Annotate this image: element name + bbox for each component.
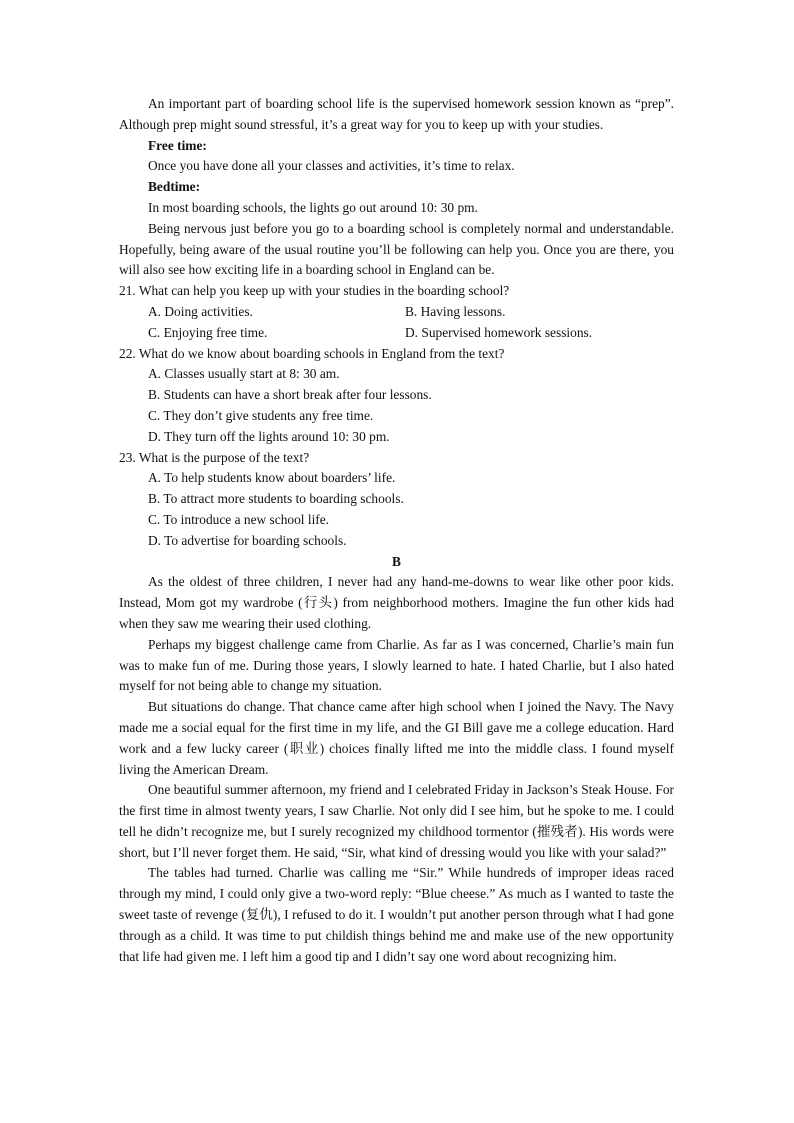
question-22-stem: 22. What do we know about boarding schools in England from the text?: [119, 345, 505, 361]
passage-b-paragraph-1: As the oldest of three children, I never had any hand-me-downs to wear like other poor kids. Instead, Mom got my wardrobe (行头) from neighborhood mothers. Imagine the fun other kids had when they saw me wearing their used clothing.: [119, 574, 674, 631]
question-22-option-c: C. They don’t give students any free time.: [148, 407, 374, 423]
question-23-option-c: C. To introduce a new school life.: [148, 511, 330, 527]
bedtime-text: In most boarding schools, the lights go out around 10: 30 pm.: [148, 199, 478, 215]
question-23-stem: 23. What is the purpose of the text?: [119, 449, 310, 465]
question-23-option-d: D. To advertise for boarding schools.: [148, 532, 347, 548]
question-21-option-b: B. Having lessons.: [405, 303, 506, 319]
question-21-option-c: C. Enjoying free time.: [148, 324, 268, 340]
question-21-stem: 21. What can help you keep up with your studies in the boarding school?: [119, 283, 510, 299]
section-b-label: B: [392, 553, 401, 569]
question-21-options-row-2: [119, 323, 674, 344]
bedtime-heading: Bedtime:: [148, 179, 201, 195]
question-22-option-a: A. Classes usually start at 8: 30 am.: [148, 366, 340, 382]
closing-paragraph: Being nervous just before you go to a boarding school is completely normal and understandable. Hopefully, being aware of the usual routine you’ll be following can help you. Once you are there, you will also see how exciting life in a boarding school in England can be.: [119, 220, 674, 278]
passage-b-paragraph-5: The tables had turned. Charlie was calling me “Sir.” While hundreds of improper ideas raced through my mind, I could only give a two-word reply: “Blue cheese.” As much as I wanted to taste the sweet taste of revenge (复仇), I refused to do it. I wouldn’t put another person through what I had gone through as a child. It was time to put childish things behind me and make use of the new opportunity that life had given me. I left him a good tip and I didn’t say one word about recognizing him.: [119, 865, 674, 964]
question-22-option-b: B. Students can have a short break after four lessons.: [148, 387, 432, 403]
prep-paragraph: An important part of boarding school life is the supervised homework session known as “prep”. Although prep might sound stressful, it’s a great way for you to keep up with your studies.: [119, 96, 674, 132]
free-time-text: Once you have done all your classes and activities, it’s time to relax.: [148, 158, 515, 174]
question-22-option-d: D. They turn off the lights around 10: 30 pm.: [148, 428, 390, 444]
question-21-options-row-1: [119, 302, 674, 323]
question-21-option-d: D. Supervised homework sessions.: [405, 324, 593, 340]
passage-b-paragraph-3: But situations do change. That chance came after high school when I joined the Navy. The Navy made me a social equal for the first time in my life, and the GI Bill gave me a college education. Hard work and a few lucky career (职业) choices finally lifted me into the middle class. I found myself living the American Dream.: [119, 699, 674, 777]
question-23-option-a: A. To help students know about boarders’ life.: [148, 470, 396, 486]
question-21-option-a: A. Doing activities.: [148, 303, 253, 319]
free-time-heading: Free time:: [148, 137, 207, 153]
passage-b-paragraph-2: Perhaps my biggest challenge came from Charlie. As far as I was concerned, Charlie’s main fun was to make fun of me. During those years, I slowly learned to hate. I hated Charlie, but I also hated myself for not being able to change my situation.: [119, 636, 674, 694]
question-23-option-b: B. To attract more students to boarding schools.: [148, 491, 404, 507]
document-page: [119, 94, 674, 967]
passage-b-paragraph-4: One beautiful summer afternoon, my friend and I celebrated Friday in Jackson’s Steak House. For the first time in almost twenty years, I saw Charlie. Not only did I see him, but he spoke to me. I could tell he didn’t recognize me, but I surely recognized my childhood tormentor (摧残者). His words were short, but I’ll never forget them. He said, “Sir, what kind of dressing would you like with your salad?”: [119, 782, 674, 860]
